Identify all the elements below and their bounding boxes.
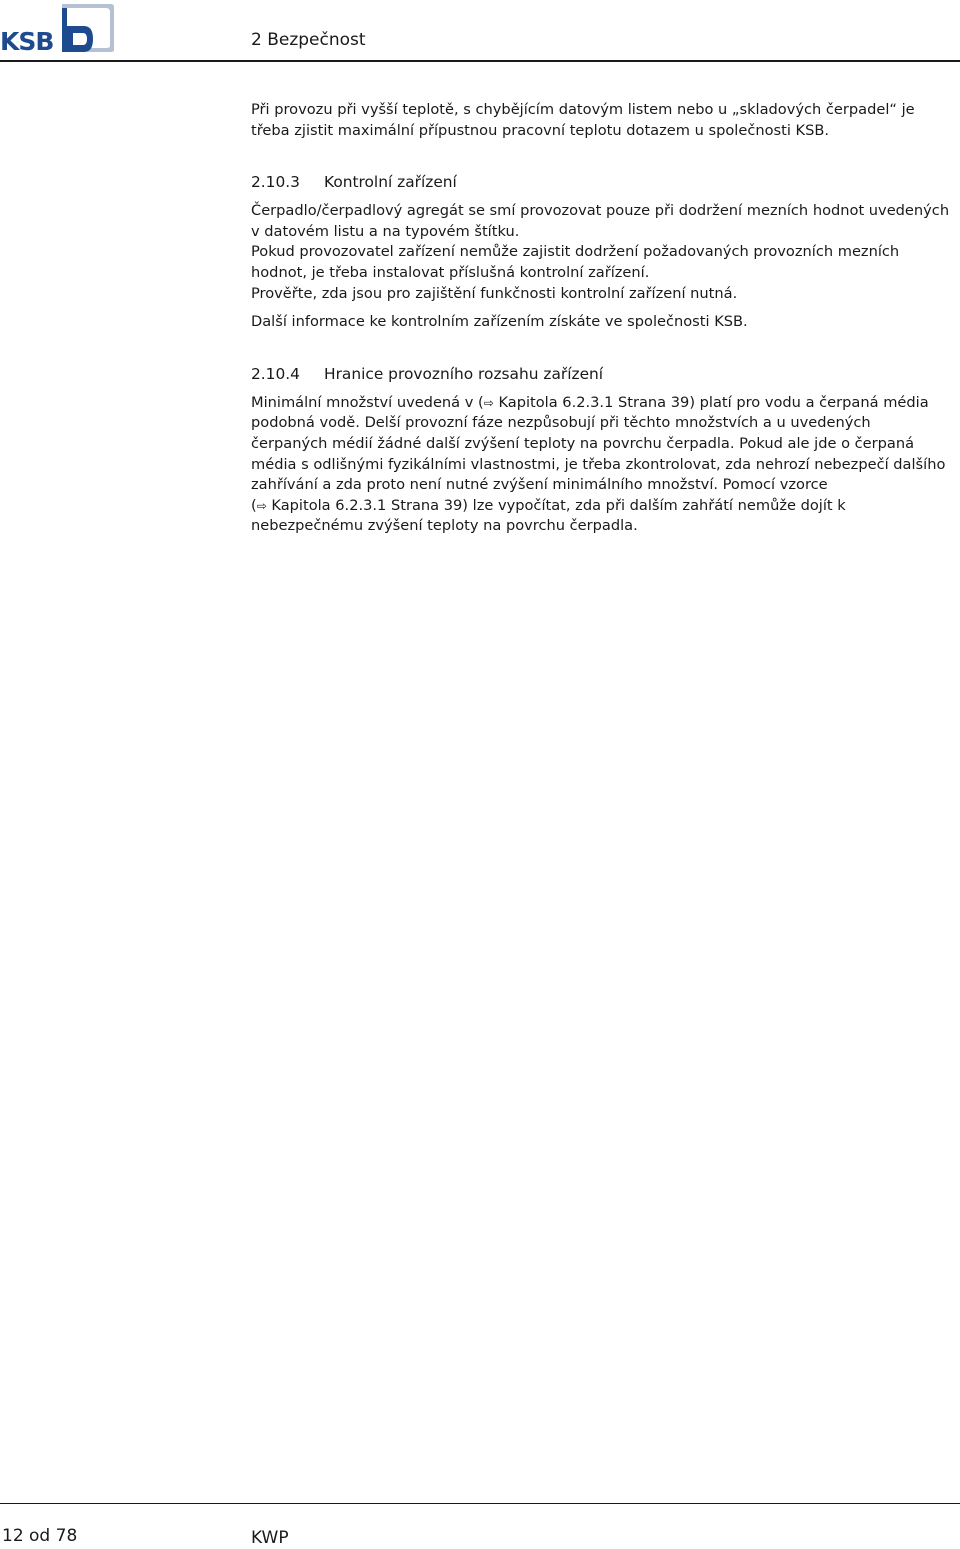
footer-rule (0, 1503, 960, 1504)
paragraph: Čerpadlo/čerpadlový agregát se smí provozovat pouze při dodržení mezních hodnot uvedených v datovém listu a na typovém štítku. (251, 202, 950, 240)
page-content (251, 100, 951, 537)
section-heading-operating-limits (251, 364, 951, 385)
section-number: 2.10.4 (251, 364, 300, 383)
intro-paragraph: Při provozu při vyšší teplotě, s chybějícím datovým listem nebo u „skladových čerpadel“ je třeba zjistit maximální přípustnou pracovní teplotu dotazem u společnosti KSB. (251, 101, 915, 139)
page-number: 12 od 78 (2, 1526, 78, 1546)
svg-text:KSB: KSB (0, 27, 54, 52)
chapter-title: 2 Bezpečnost (251, 30, 366, 50)
ksb-logo (0, 2, 114, 52)
document-code: KWP (251, 1528, 289, 1548)
section-title: Hranice provozního rozsahu zařízení (324, 364, 604, 383)
section-heading-monitoring (251, 172, 951, 193)
paragraph: Pokud provozovatel zařízení nemůže zajistit dodržení požadovaných provozních mezních hodnot, je třeba instalovat příslušná kontrolní zařízení. (251, 243, 900, 281)
text-run: platí pro vodu a čerpaná média podobná vodě. Delší provozní fáze nezpůsobují při těchto množstvích a u uvedených čerpaných médií žádné další zvýšení teploty na povrchu čerpadla. Pokud ale jde o čerpaná média s odlišnými fyzikálními vlastnostmi, je třeba zkontrolovat, zda nehrozí nebezpečí dalšího zahřívání a zda proto není nutné zvýšení minimálního množství. Pomocí vzorce ( (251, 393, 946, 514)
section-title: Kontrolní zařízení (324, 173, 457, 192)
xref-text: Kapitola 6.2.3.1 Strana 39) (498, 393, 696, 411)
cross-reference-link[interactable] (257, 497, 468, 514)
paragraph (251, 393, 951, 537)
xref-text: Kapitola 6.2.3.1 Strana 39) (271, 496, 468, 514)
arrow-right-icon: ⇨ (256, 498, 267, 513)
text-run: lze vypočítat, zda při dalším zahřátí nemůže dojít k nebezpečnému zvýšení teploty na povrchu čerpadla. (251, 496, 846, 535)
header-rule (0, 60, 960, 62)
arrow-right-icon: ⇨ (483, 395, 494, 410)
text-run: Minimální množství uvedená v ( (251, 393, 484, 411)
cross-reference-link[interactable] (484, 394, 695, 411)
paragraph: Další informace ke kontrolním zařízením získáte ve společnosti KSB. (251, 313, 748, 331)
section-number: 2.10.3 (251, 173, 300, 192)
paragraph: Prověřte, zda jsou pro zajištění funkčnosti kontrolní zařízení nutná. (251, 284, 738, 302)
